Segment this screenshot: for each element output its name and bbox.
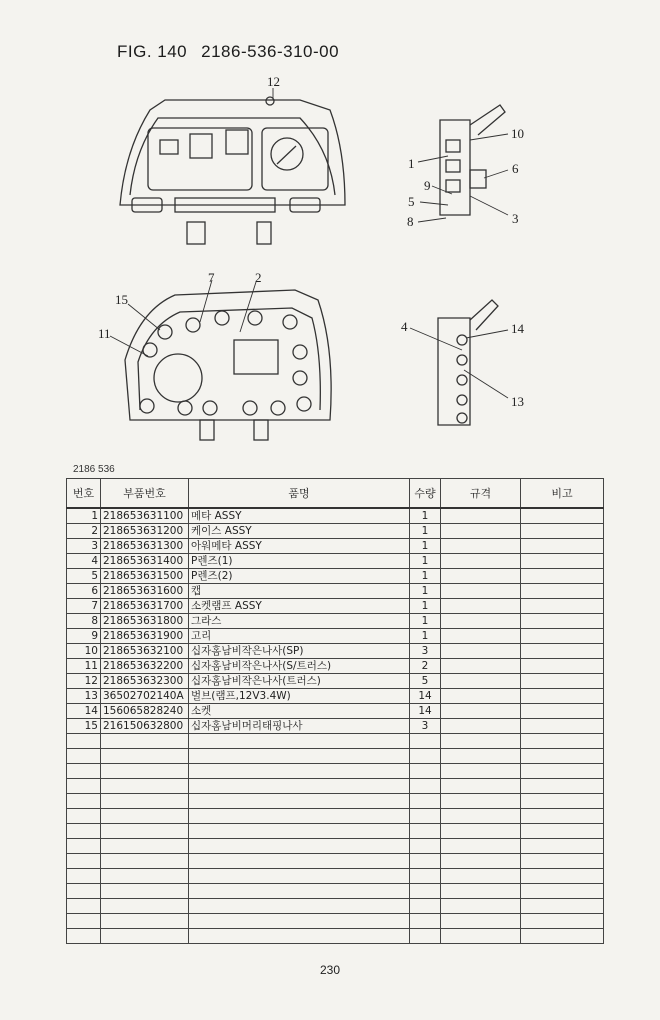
cell-no: 3 xyxy=(67,539,101,554)
cell-name: 십자홈남비머리태핑나사 xyxy=(189,719,410,734)
cell-empty xyxy=(521,749,604,764)
cell-name: 십자홈남비작은나사(트러스) xyxy=(189,674,410,689)
cell-empty xyxy=(67,869,101,884)
cell-no: 6 xyxy=(67,584,101,599)
cell-part-no: 218653631800 xyxy=(101,614,189,629)
cell-remark xyxy=(521,524,604,539)
table-row xyxy=(67,704,604,719)
cell-remark xyxy=(521,554,604,569)
cell-part-no: 218653631200 xyxy=(101,524,189,539)
callout-11: 11 xyxy=(98,326,111,341)
figure-number: 2186-536-310-00 xyxy=(201,42,340,61)
cell-no: 2 xyxy=(67,524,101,539)
cell-remark xyxy=(521,719,604,734)
cell-empty xyxy=(67,734,101,749)
cell-remark xyxy=(521,569,604,584)
header-spec: 규격 xyxy=(441,479,521,509)
callout-15: 15 xyxy=(115,292,128,307)
cell-empty xyxy=(521,884,604,899)
callout-5: 5 xyxy=(408,194,415,209)
meter-side-view-top xyxy=(440,105,505,215)
cell-remark xyxy=(521,644,604,659)
cell-empty xyxy=(441,764,521,779)
cell-empty xyxy=(521,929,604,944)
callout-4: 4 xyxy=(401,319,408,334)
cell-name: P렌즈(2) xyxy=(189,569,410,584)
table-row xyxy=(67,674,604,689)
cell-empty xyxy=(67,839,101,854)
cell-qty: 1 xyxy=(410,524,441,539)
callout-1: 1 xyxy=(408,156,415,171)
table-header-row xyxy=(67,479,604,509)
header-remark: 비고 xyxy=(521,479,604,509)
cell-part-no: 218653631900 xyxy=(101,629,189,644)
table-row xyxy=(67,644,604,659)
cell-qty: 5 xyxy=(410,674,441,689)
cell-empty xyxy=(67,824,101,839)
cell-empty xyxy=(410,839,441,854)
cell-empty xyxy=(441,869,521,884)
cell-empty xyxy=(410,899,441,914)
cell-spec xyxy=(441,704,521,719)
table-row xyxy=(67,554,604,569)
header-no: 번호 xyxy=(67,479,101,509)
cell-empty xyxy=(521,839,604,854)
callout-leaders xyxy=(110,88,508,398)
table-row xyxy=(67,539,604,554)
cell-empty xyxy=(189,929,410,944)
cell-remark xyxy=(521,539,604,554)
cell-empty xyxy=(101,854,189,869)
cell-spec xyxy=(441,539,521,554)
table-row xyxy=(67,569,604,584)
meter-rear-view xyxy=(125,290,331,440)
cell-spec xyxy=(441,719,521,734)
cell-no: 11 xyxy=(67,659,101,674)
cell-remark xyxy=(521,674,604,689)
table-row xyxy=(67,614,604,629)
page-number: 230 xyxy=(319,963,341,977)
table-row xyxy=(67,524,604,539)
callout-13: 13 xyxy=(511,394,524,409)
cell-empty xyxy=(441,824,521,839)
cell-empty xyxy=(441,884,521,899)
table-row-empty xyxy=(67,764,604,779)
cell-empty xyxy=(101,899,189,914)
cell-empty xyxy=(101,734,189,749)
cell-part-no: 36502702140A xyxy=(101,689,189,704)
callout-6: 6 xyxy=(512,161,519,176)
cell-empty xyxy=(410,764,441,779)
cell-empty xyxy=(101,824,189,839)
cell-empty xyxy=(410,809,441,824)
cell-empty xyxy=(410,779,441,794)
cell-empty xyxy=(441,809,521,824)
cell-no: 5 xyxy=(67,569,101,584)
table-row-empty xyxy=(67,824,604,839)
cell-name: 아워메타 ASSY xyxy=(189,539,410,554)
table-row-empty xyxy=(67,929,604,944)
cell-qty: 3 xyxy=(410,644,441,659)
cell-empty xyxy=(67,749,101,764)
cell-qty: 1 xyxy=(410,629,441,644)
cell-name: P렌즈(1) xyxy=(189,554,410,569)
cell-part-no: 218653632100 xyxy=(101,644,189,659)
cell-empty xyxy=(189,824,410,839)
table-row xyxy=(67,584,604,599)
cell-empty xyxy=(410,824,441,839)
cell-name: 케이스 ASSY xyxy=(189,524,410,539)
cell-empty xyxy=(67,794,101,809)
cell-empty xyxy=(441,899,521,914)
cell-empty xyxy=(189,899,410,914)
cell-qty: 1 xyxy=(410,614,441,629)
cell-empty xyxy=(521,914,604,929)
cell-qty: 1 xyxy=(410,554,441,569)
cell-qty: 14 xyxy=(410,689,441,704)
cell-remark xyxy=(521,629,604,644)
cell-remark xyxy=(521,584,604,599)
cell-empty xyxy=(521,794,604,809)
cell-part-no: 218653631500 xyxy=(101,569,189,584)
catalog-code: 2186 536 xyxy=(73,464,115,475)
cell-empty xyxy=(410,929,441,944)
cell-empty xyxy=(189,809,410,824)
cell-empty xyxy=(101,839,189,854)
cell-part-no: 218653631700 xyxy=(101,599,189,614)
cell-empty xyxy=(101,764,189,779)
table-row-empty xyxy=(67,914,604,929)
cell-empty xyxy=(189,839,410,854)
cell-no: 13 xyxy=(67,689,101,704)
table-row-empty xyxy=(67,854,604,869)
parts-drawing xyxy=(0,0,660,460)
cell-spec xyxy=(441,554,521,569)
cell-part-no: 156065828240 xyxy=(101,704,189,719)
table-row-empty xyxy=(67,779,604,794)
cell-qty: 1 xyxy=(410,584,441,599)
cell-empty xyxy=(101,914,189,929)
table-row xyxy=(67,508,604,524)
callout-3: 3 xyxy=(512,211,519,226)
cell-empty xyxy=(441,734,521,749)
table-row xyxy=(67,629,604,644)
cell-empty xyxy=(189,854,410,869)
figure-label: FIG. 140 xyxy=(117,42,188,61)
cell-spec xyxy=(441,614,521,629)
table-row-empty xyxy=(67,869,604,884)
cell-spec xyxy=(441,674,521,689)
table-row xyxy=(67,659,604,674)
table-row-empty xyxy=(67,794,604,809)
cell-empty xyxy=(101,749,189,764)
cell-name: 캡 xyxy=(189,584,410,599)
cell-empty xyxy=(410,794,441,809)
cell-spec xyxy=(441,569,521,584)
cell-no: 15 xyxy=(67,719,101,734)
cell-qty: 3 xyxy=(410,719,441,734)
table-row-empty xyxy=(67,839,604,854)
callout-12: 12 xyxy=(267,74,280,89)
cell-no: 7 xyxy=(67,599,101,614)
table-row-empty xyxy=(67,899,604,914)
callout-8: 8 xyxy=(407,214,414,229)
cell-empty xyxy=(410,854,441,869)
cell-empty xyxy=(101,794,189,809)
cell-name: 십자홈남비작은나사(SP) xyxy=(189,644,410,659)
cell-empty xyxy=(189,794,410,809)
cell-empty xyxy=(67,914,101,929)
cell-name: 벌브(램프,12V3.4W) xyxy=(189,689,410,704)
cell-name: 소켓 xyxy=(189,704,410,719)
cell-empty xyxy=(189,869,410,884)
cell-empty xyxy=(441,839,521,854)
cell-empty xyxy=(410,869,441,884)
cell-empty xyxy=(189,914,410,929)
cell-empty xyxy=(441,779,521,794)
cell-empty xyxy=(441,749,521,764)
table-row xyxy=(67,689,604,704)
cell-name: 십자홈남비작은나사(S/트러스) xyxy=(189,659,410,674)
cell-empty xyxy=(521,764,604,779)
cell-empty xyxy=(410,734,441,749)
parts-table xyxy=(66,478,604,944)
cell-part-no: 218653632200 xyxy=(101,659,189,674)
cell-part-no: 216150632800 xyxy=(101,719,189,734)
cell-no: 14 xyxy=(67,704,101,719)
cell-empty xyxy=(521,824,604,839)
table-row-empty xyxy=(67,884,604,899)
cell-part-no: 218653631300 xyxy=(101,539,189,554)
cell-spec xyxy=(441,524,521,539)
cell-spec xyxy=(441,689,521,704)
cell-remark xyxy=(521,614,604,629)
cell-spec xyxy=(441,584,521,599)
cell-part-no: 218653631100 xyxy=(101,508,189,524)
meter-front-view xyxy=(120,97,345,244)
cell-empty xyxy=(67,764,101,779)
table-row-empty xyxy=(67,734,604,749)
cell-empty xyxy=(441,854,521,869)
cell-empty xyxy=(521,779,604,794)
table-row-empty xyxy=(67,809,604,824)
cell-empty xyxy=(189,764,410,779)
cell-empty xyxy=(189,734,410,749)
cell-qty: 1 xyxy=(410,539,441,554)
cell-remark xyxy=(521,704,604,719)
table-row-empty xyxy=(67,749,604,764)
cell-empty xyxy=(410,884,441,899)
callout-14: 14 xyxy=(511,321,524,336)
table-row xyxy=(67,719,604,734)
cell-empty xyxy=(101,779,189,794)
cell-empty xyxy=(189,779,410,794)
cell-spec xyxy=(441,508,521,524)
callout-9: 9 xyxy=(424,178,431,193)
cell-empty xyxy=(410,749,441,764)
cell-no: 10 xyxy=(67,644,101,659)
cell-empty xyxy=(441,794,521,809)
cell-empty xyxy=(189,749,410,764)
cell-part-no: 218653631400 xyxy=(101,554,189,569)
cell-name: 메타 ASSY xyxy=(189,508,410,524)
cell-empty xyxy=(67,854,101,869)
cell-empty xyxy=(101,884,189,899)
header-name: 품명 xyxy=(189,479,410,509)
cell-spec xyxy=(441,629,521,644)
cell-part-no: 218653631600 xyxy=(101,584,189,599)
cell-empty xyxy=(521,734,604,749)
cell-name: 소켓램프 ASSY xyxy=(189,599,410,614)
cell-empty xyxy=(521,869,604,884)
cell-remark xyxy=(521,508,604,524)
cell-empty xyxy=(441,929,521,944)
cell-empty xyxy=(189,884,410,899)
cell-empty xyxy=(521,809,604,824)
cell-name: 고리 xyxy=(189,629,410,644)
cell-empty xyxy=(67,779,101,794)
header-part-no: 부품번호 xyxy=(101,479,189,509)
cell-no: 8 xyxy=(67,614,101,629)
cell-part-no: 218653632300 xyxy=(101,674,189,689)
cell-spec xyxy=(441,659,521,674)
cell-empty xyxy=(521,899,604,914)
cell-empty xyxy=(101,869,189,884)
cell-empty xyxy=(521,854,604,869)
cell-no: 1 xyxy=(67,508,101,524)
cell-empty xyxy=(410,914,441,929)
cell-remark xyxy=(521,689,604,704)
cell-empty xyxy=(67,884,101,899)
cell-no: 4 xyxy=(67,554,101,569)
callout-7: 7 xyxy=(208,270,215,285)
table-row xyxy=(67,599,604,614)
cell-name: 그라스 xyxy=(189,614,410,629)
callout-10: 10 xyxy=(511,126,524,141)
cell-spec xyxy=(441,644,521,659)
cell-empty xyxy=(67,929,101,944)
parts-table-body xyxy=(67,508,604,944)
cell-empty xyxy=(101,929,189,944)
cell-empty xyxy=(67,899,101,914)
cell-remark xyxy=(521,659,604,674)
cell-qty: 2 xyxy=(410,659,441,674)
cell-empty xyxy=(441,914,521,929)
cell-spec xyxy=(441,599,521,614)
cell-empty xyxy=(67,809,101,824)
cell-no: 9 xyxy=(67,629,101,644)
callout-2: 2 xyxy=(255,270,262,285)
cell-qty: 1 xyxy=(410,569,441,584)
meter-side-view-bottom xyxy=(438,300,498,425)
cell-empty xyxy=(101,809,189,824)
cell-remark xyxy=(521,599,604,614)
header-qty: 수량 xyxy=(410,479,441,509)
cell-qty: 1 xyxy=(410,508,441,524)
cell-qty: 1 xyxy=(410,599,441,614)
cell-no: 12 xyxy=(67,674,101,689)
cell-qty: 14 xyxy=(410,704,441,719)
